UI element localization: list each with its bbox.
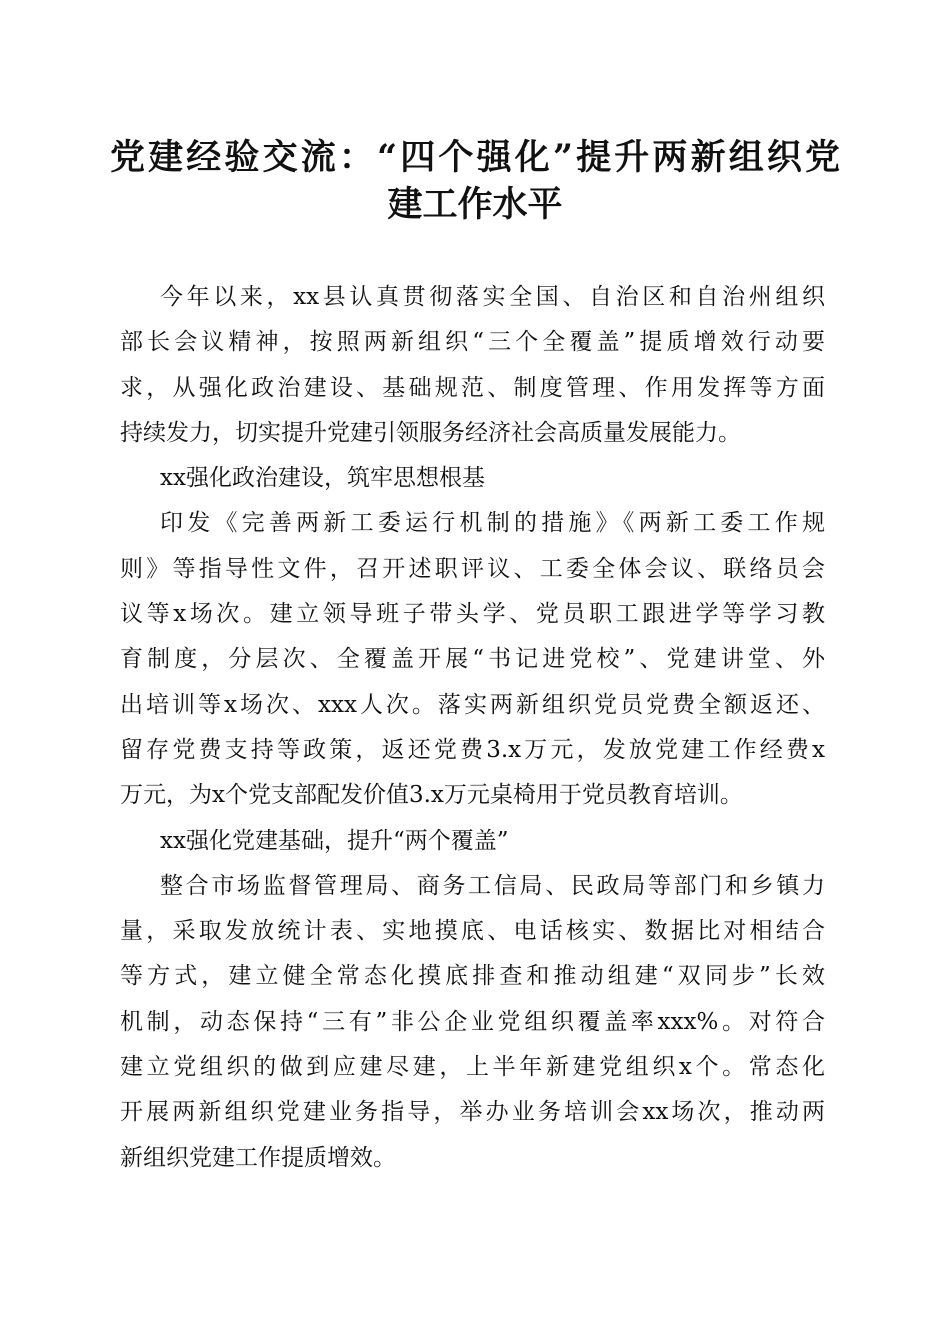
paragraph xyxy=(120,501,825,818)
document-title xyxy=(110,134,840,228)
text-line: 留存党费支持等政策，返还党费3.x万元，发放党建工作经费x xyxy=(120,736,825,763)
document-body xyxy=(120,275,825,1181)
text-line: 出培训等x场次、xxx人次。落实两新组织党员党费全额返还、 xyxy=(120,691,825,718)
text-line: 育制度，分层次、全覆盖开展“书记进党校”、党建讲堂、外 xyxy=(120,646,825,673)
paragraph xyxy=(120,275,825,456)
text-line: 新组织党建工作提质增效。 xyxy=(120,1144,396,1171)
text-line: 建立党组织的做到应建尽建，上半年新建党组织x个。常态化 xyxy=(120,1054,825,1081)
text-line: 万元，为x个党支部配发价值3.x万元桌椅用于党员教育培训。 xyxy=(120,782,743,809)
text-line: 量，采取发放统计表、实地摸底、电话核实、数据比对相结合 xyxy=(120,918,825,945)
text-line: 部长会议精神，按照两新组织“三个全覆盖”提质增效行动要 xyxy=(120,329,825,356)
text-line: 则》等指导性文件，召开述职评议、工委全体会议、联络员会 xyxy=(120,555,825,582)
text-line: 印发《完善两新工委运行机制的措施》《两新工委工作规 xyxy=(160,510,825,537)
section-heading xyxy=(120,819,825,864)
text-line: 机制，动态保持“三有”非公企业党组织覆盖率xxx%。对符合 xyxy=(120,1008,825,1035)
paragraph xyxy=(120,864,825,1181)
section-heading xyxy=(120,456,825,501)
text-line: 开展两新组织党建业务指导，举办业务培训会xx场次，推动两 xyxy=(120,1099,825,1126)
text-line: 整合市场监督管理局、商务工信局、民政局等部门和乡镇力 xyxy=(160,872,825,899)
text-line: 议等x场次。建立领导班子带头学、党员职工跟进学等学习教 xyxy=(120,601,825,628)
title-line: 党建经验交流：“四个强化”提升两新组织党 xyxy=(110,137,840,178)
title-line: 建工作水平 xyxy=(387,184,563,225)
text-line: 等方式，建立健全常态化摸底排查和推动组建“双同步”长效 xyxy=(120,963,825,990)
text-line: 求，从强化政治建设、基础规范、制度管理、作用发挥等方面 xyxy=(120,374,825,401)
text-line: 持续发力，切实提升党建引领服务经济社会高质量发展能力。 xyxy=(120,419,741,446)
text-line: 今年以来，xx县认真贯彻落实全国、自治区和自治州组织 xyxy=(160,284,825,310)
text-line: xx强化政治建设，筑牢思想根基 xyxy=(160,465,485,492)
text-line: xx强化党建基础，提升“两个覆盖” xyxy=(160,827,509,854)
